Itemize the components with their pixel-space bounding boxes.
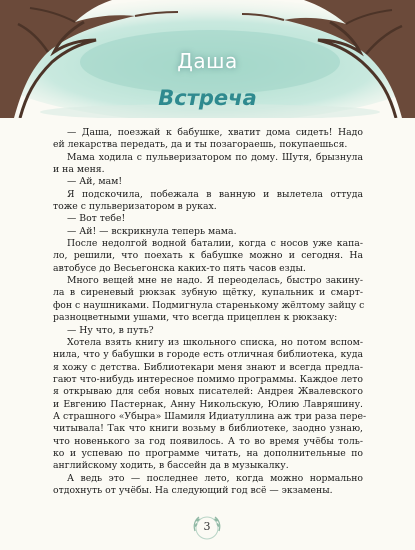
- text-line: тоже с пульверизатором в руках.: [53, 201, 217, 213]
- text-line: ко и успеваю по программе читать, на дополнительные по: [53, 447, 363, 459]
- text-line: Много вещей мне не надо. Я переоделась, быстро закину-: [67, 275, 363, 287]
- text-line: Мама ходила с пульверизатором по дому. Шутя, брызнула: [67, 151, 363, 163]
- text-line: разноцветными ушами, что всегда прицеплен к рюкзаку:: [53, 312, 338, 324]
- story-text: [53, 127, 367, 497]
- text-line: гают что-нибудь интересное помимо программы. Каждое лето: [53, 373, 363, 385]
- section-title: Встреча: [158, 86, 257, 110]
- text-line: нила, что у бабушки в городе есть отличная библиотека, куда: [53, 349, 363, 361]
- text-line: — Ну что, в путь?: [67, 324, 154, 336]
- text-line: фон с наушниками. Подмигнула старенькому жёлтому зайцу с: [53, 299, 365, 311]
- text-line: и Евгению Пастернак, Анну Никольскую, Юлию Лавряшину.: [53, 398, 363, 410]
- text-line: А страшного «Убыра» Шамиля Идиатуллина аж три раза пере-: [53, 410, 367, 422]
- chapter-title: Даша: [177, 49, 238, 73]
- text-line: — Ай, мам!: [67, 176, 123, 188]
- page-number: 3: [203, 520, 211, 533]
- text-line: ей лекарства передать, да и ты позагораешь, покупаешься.: [53, 139, 348, 151]
- text-line: — Ай! — вскрикнула теперь мама.: [67, 225, 237, 237]
- text-line: Я подскочила, побежала в ванную и вылетела оттуда: [67, 188, 363, 200]
- text-line: я открываю для себя новых писателей: Андрея Жвалевского: [53, 386, 363, 398]
- text-line: Хотела взять книгу из школьного списка, но потом вспом-: [67, 336, 363, 348]
- text-line: читывала! Так что книги возьму в библиотеке, заодно узнаю,: [53, 423, 363, 435]
- text-line: что новенького за год появилось. А то во время учёбы толь-: [53, 435, 363, 447]
- text-line: После недолгой водной баталии, когда с носов уже капа-: [67, 238, 363, 250]
- text-line: я хожу с детства. Библиотекари меня знают и всегда предла-: [53, 361, 363, 373]
- text-line: — Даша, поезжай к бабушке, хватит дома сидеть! Надо: [67, 127, 363, 138]
- text-line: А ведь это — последнее лето, когда можно нормально: [67, 472, 363, 484]
- text-line: автобусе до Весьегонска каких-то пять часов езды.: [53, 262, 306, 274]
- text-line: и на меня.: [53, 164, 105, 176]
- text-line: английскому ходить, в бассейн да в музыкалку.: [53, 460, 289, 472]
- text-line: отдохнуть от учёбы. На следующий год всё — экзамены.: [53, 484, 333, 496]
- page-number-ornament: [187, 513, 227, 543]
- text-line: ла в сиреневый рюкзак зубную щётку, купальник и смарт-: [53, 287, 363, 299]
- text-line: — Вот тебе!: [67, 213, 126, 225]
- text-line: ло, решили, что поехать к бабушке можно и сегодня. На: [53, 250, 363, 262]
